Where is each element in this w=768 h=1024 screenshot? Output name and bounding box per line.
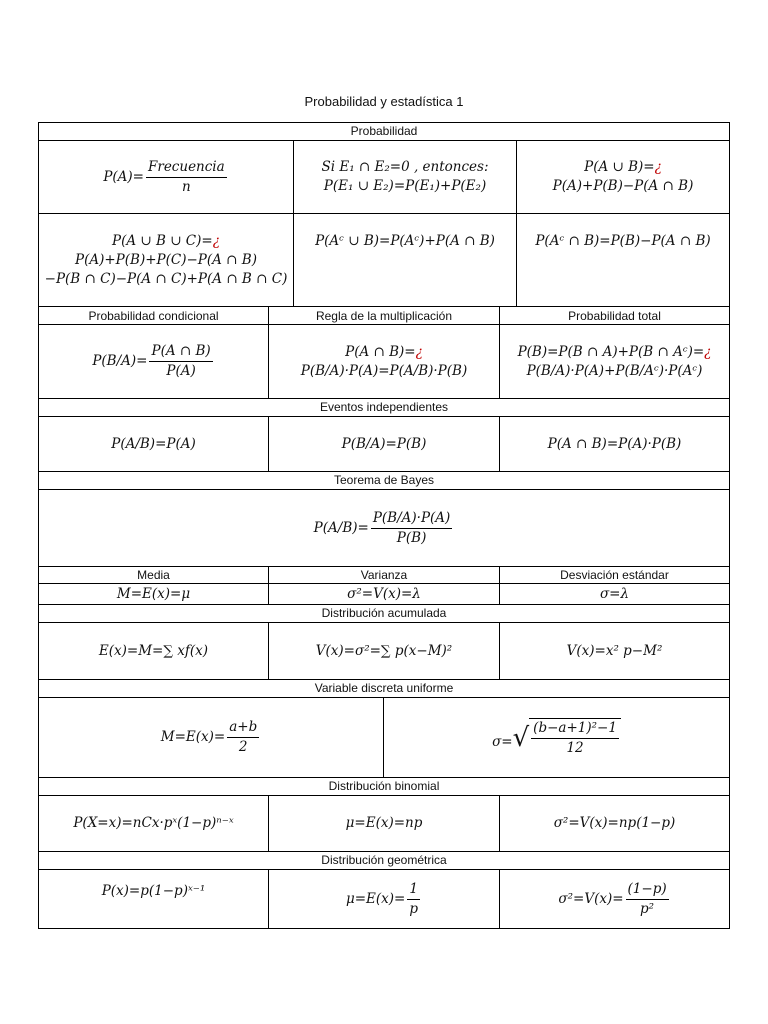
formula-text: P(A ∪ B)=	[584, 159, 655, 175]
section-header-total: Probabilidad total	[568, 308, 661, 323]
section-header-multiplicacion: Regla de la multiplicación	[269, 307, 500, 324]
formula-text: P(A ∪ B ∪ C)=	[112, 232, 213, 249]
formula-denominator: P(B)	[396, 529, 427, 546]
formula-cell	[39, 623, 269, 679]
formula-text: P(x)=p(1−p)ˣ⁻¹	[101, 883, 206, 899]
formula-highlight: ¿	[704, 343, 712, 360]
formula-text: μ=E(x)=np	[345, 815, 423, 831]
formula-text: P(A ∩ B)=	[345, 343, 416, 360]
section-header-condicional: Probabilidad condicional	[39, 307, 269, 324]
formula-text: P(A)=	[103, 168, 144, 185]
formula-cell	[39, 584, 269, 604]
formula-denominator: 12	[566, 739, 584, 756]
formula-cell	[500, 325, 729, 398]
formula-denominator: 2	[238, 739, 248, 755]
formula-numerator: Frecuencia	[146, 158, 227, 178]
table-row	[39, 584, 729, 605]
formula-cell	[39, 141, 294, 213]
formula-cell	[39, 490, 729, 566]
formula-numerator: P(B/A)·P(A)	[371, 509, 453, 529]
formula-numerator: (1−p)	[626, 880, 669, 900]
section-header-media: Media	[39, 567, 269, 583]
formula-text: P(B)=P(B ∩ A)+P(B ∩ Aᶜ)=	[517, 343, 705, 360]
formula-text: σ²=V(x)=λ	[347, 585, 421, 602]
formula-cell	[269, 325, 500, 398]
formula-cell	[500, 870, 729, 928]
formula-text: P(X=x)=nCx·pˣ(1−p)ⁿ⁻ˣ	[73, 815, 234, 831]
formula-cell	[500, 623, 729, 679]
formula-text: M=E(x)=	[160, 729, 226, 745]
formula-highlight: ¿	[654, 159, 662, 175]
formula-denominator: P(A)	[166, 363, 196, 379]
table-row	[39, 567, 729, 584]
table-row	[39, 490, 729, 567]
formula-cell	[294, 214, 517, 306]
formula-cell	[39, 870, 269, 928]
formula-cell	[500, 417, 729, 471]
section-header-uniforme: Variable discreta uniforme	[39, 680, 729, 698]
table-row	[39, 870, 729, 928]
formula-text: −P(B ∩ C)−P(A ∩ C)+P(A ∩ B ∩ C)	[44, 270, 288, 287]
formula-denominator: p	[409, 900, 419, 917]
formula-text: P(Aᶜ ∩ B)=P(B)−P(A ∩ B)	[535, 233, 711, 249]
formula-text: P(B/A)·P(A)=P(A/B)·P(B)	[300, 362, 468, 379]
formula-text: P(A)+P(B)−P(A ∩ B)	[552, 178, 694, 194]
table-row	[39, 623, 729, 680]
formula-cell	[39, 417, 269, 471]
table-row	[39, 698, 729, 778]
section-header-bayes: Teorema de Bayes	[39, 472, 729, 490]
formula-cell	[39, 698, 384, 777]
formula-numerator: (b−a+1)²−1	[531, 719, 619, 739]
formula-denominator: n	[181, 178, 191, 195]
formula-table	[38, 122, 730, 929]
formula-text: P(A)+P(B)+P(C)−P(A ∩ B)	[75, 251, 257, 268]
formula-text: V(x)=σ²=∑ p(x−M)²	[315, 642, 453, 659]
formula-text: P(E₁ ∪ E₂)=P(E₁)+P(E₂)	[323, 178, 487, 194]
table-row	[39, 307, 729, 325]
square-root-icon: √ $\frac{\text{(b−a+1)²−1}}{12}$	[513, 718, 621, 758]
formula-text: P(A ∩ B)=P(A)·P(B)	[547, 435, 682, 452]
formula-cell	[39, 325, 269, 398]
formula-text: V(x)=x² p−M²	[566, 642, 663, 659]
formula-text: P(B/A)=	[92, 353, 148, 369]
page-title: Probabilidad y estadística 1	[304, 94, 464, 109]
formula-cell	[500, 796, 729, 851]
formula-cell	[269, 417, 500, 471]
formula-denominator: p²	[640, 900, 655, 917]
section-header-geometrica: Distribución geométrica	[39, 852, 729, 870]
formula-cell	[294, 141, 517, 213]
formula-text: P(Aᶜ ∪ B)=P(Aᶜ)+P(A ∩ B)	[315, 233, 495, 249]
table-row	[39, 417, 729, 472]
section-header-binomial: Distribución binomial	[39, 778, 729, 796]
formula-text: σ=λ	[599, 585, 630, 602]
formula-text: E(x)=M=∑ xf(x)	[98, 642, 209, 659]
formula-text: μ=E(x)=	[345, 890, 406, 907]
formula-highlight: ¿	[415, 343, 423, 360]
table-row	[39, 796, 729, 852]
table-row	[39, 214, 729, 307]
formula-text: P(B/A)·P(A)+P(B/Aᶜ)·P(Aᶜ)	[526, 362, 703, 379]
formula-numerator: 1	[407, 880, 420, 900]
formula-highlight: ¿	[212, 232, 220, 249]
formula-text: σ=	[492, 733, 513, 750]
formula-text: σ²=V(x)=	[558, 890, 624, 907]
formula-text: σ²=V(x)=np(1−p)	[553, 815, 676, 831]
formula-cell	[384, 698, 729, 777]
formula-cell	[517, 141, 729, 213]
formula-cell	[517, 214, 729, 306]
formula-numerator: a+b	[227, 718, 259, 738]
section-header-acumulada: Distribución acumulada	[39, 605, 729, 623]
table-row	[39, 141, 729, 214]
formula-cell	[269, 584, 500, 604]
formula-text: P(A/B)=P(A)	[111, 435, 196, 452]
formula-text: P(B/A)=P(B)	[341, 435, 427, 452]
formula-text: M=E(x)=μ	[116, 585, 191, 602]
table-row	[39, 325, 729, 399]
formula-cell	[39, 214, 294, 306]
formula-cell	[500, 584, 729, 604]
section-header-desviacion: Desviación estándar	[560, 568, 669, 582]
formula-text: P(A/B)=	[313, 519, 369, 536]
formula-cell	[269, 623, 500, 679]
section-header-probabilidad: Probabilidad	[39, 123, 729, 141]
formula-cell	[269, 870, 500, 928]
formula-numerator: P(A ∩ B)	[149, 342, 212, 362]
formula-text: Si E₁ ∩ E₂=0 , entonces:	[321, 159, 489, 175]
section-header-varianza: Varianza	[269, 567, 500, 583]
formula-cell	[39, 796, 269, 851]
section-header-independientes: Eventos independientes	[39, 399, 729, 417]
formula-cell	[269, 796, 500, 851]
